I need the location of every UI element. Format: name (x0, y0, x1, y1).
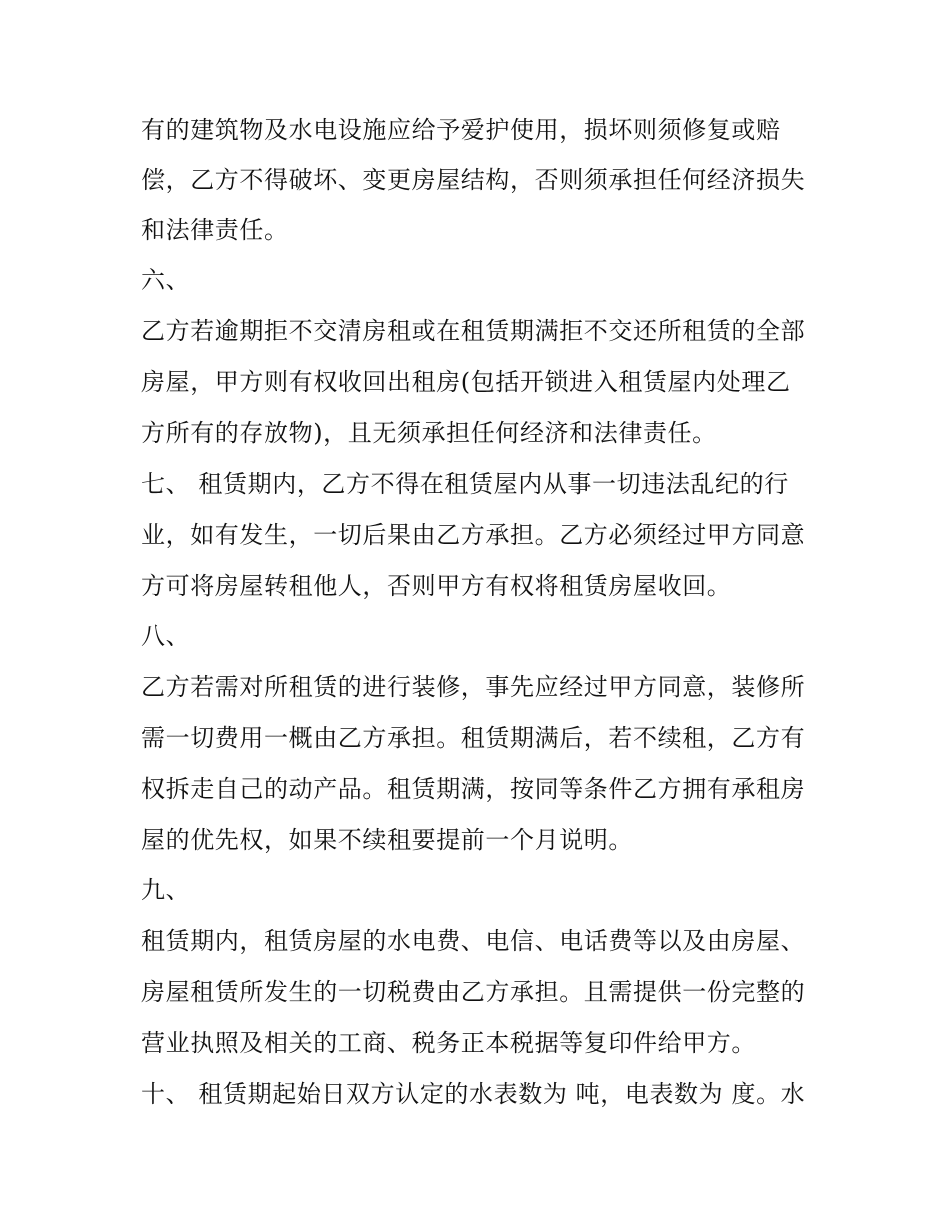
text-line: 房屋，甲方则有权收回出租房(包括开锁进入租赁屋内处理乙 (141, 368, 791, 396)
text-line: 需一切费用一概由乙方承担。租赁期满后，若不续租，乙方有 (141, 724, 806, 752)
section-seven-line: 七、 租赁期内，乙方不得在租赁屋内从事一切违法乱纪的行 (141, 470, 789, 498)
section-heading-nine: 九、 (141, 876, 191, 904)
text-line: 乙方若逾期拒不交清房租或在租赁期满拒不交还所租赁的全部 (141, 317, 806, 345)
text-line: 业，如有发生，一切后果由乙方承担。乙方必须经过甲方同意 (141, 521, 806, 549)
text-line: 租赁期内，租赁房屋的水电费、电信、电话费等以及由房屋、 (141, 927, 806, 955)
text-line: 方可将房屋转租他人，否则甲方有权将租赁房屋收回。 (141, 572, 732, 600)
text-line: 偿，乙方不得破坏、变更房屋结构，否则须承担任何经济损失 (141, 166, 806, 194)
text-line: 乙方若需对所租赁的进行装修，事先应经过甲方同意，装修所 (141, 673, 806, 701)
text-line: 营业执照及相关的工商、税务正本税据等复印件给甲方。 (141, 1029, 756, 1057)
section-heading-eight: 八、 (141, 622, 191, 650)
section-ten-line: 十、 租赁期起始日双方认定的水表数为 吨，电表数为 度。水 (141, 1080, 806, 1108)
text-line: 房屋租赁所发生的一切税费由乙方承担。且需提供一份完整的 (141, 978, 806, 1006)
text-line: 权拆走自己的动产品。租赁期满，按同等条件乙方拥有承租房 (141, 775, 806, 803)
section-heading-six: 六、 (141, 266, 191, 294)
text-line: 有的建筑物及水电设施应给予爱护使用，损坏则须修复或赔 (141, 116, 781, 144)
text-line: 屋的优先权，如果不续租要提前一个月说明。 (141, 826, 633, 854)
text-line: 方所有的存放物)，且无须承担任何经济和法律责任。 (141, 419, 717, 447)
text-line: 和法律责任。 (141, 216, 289, 244)
